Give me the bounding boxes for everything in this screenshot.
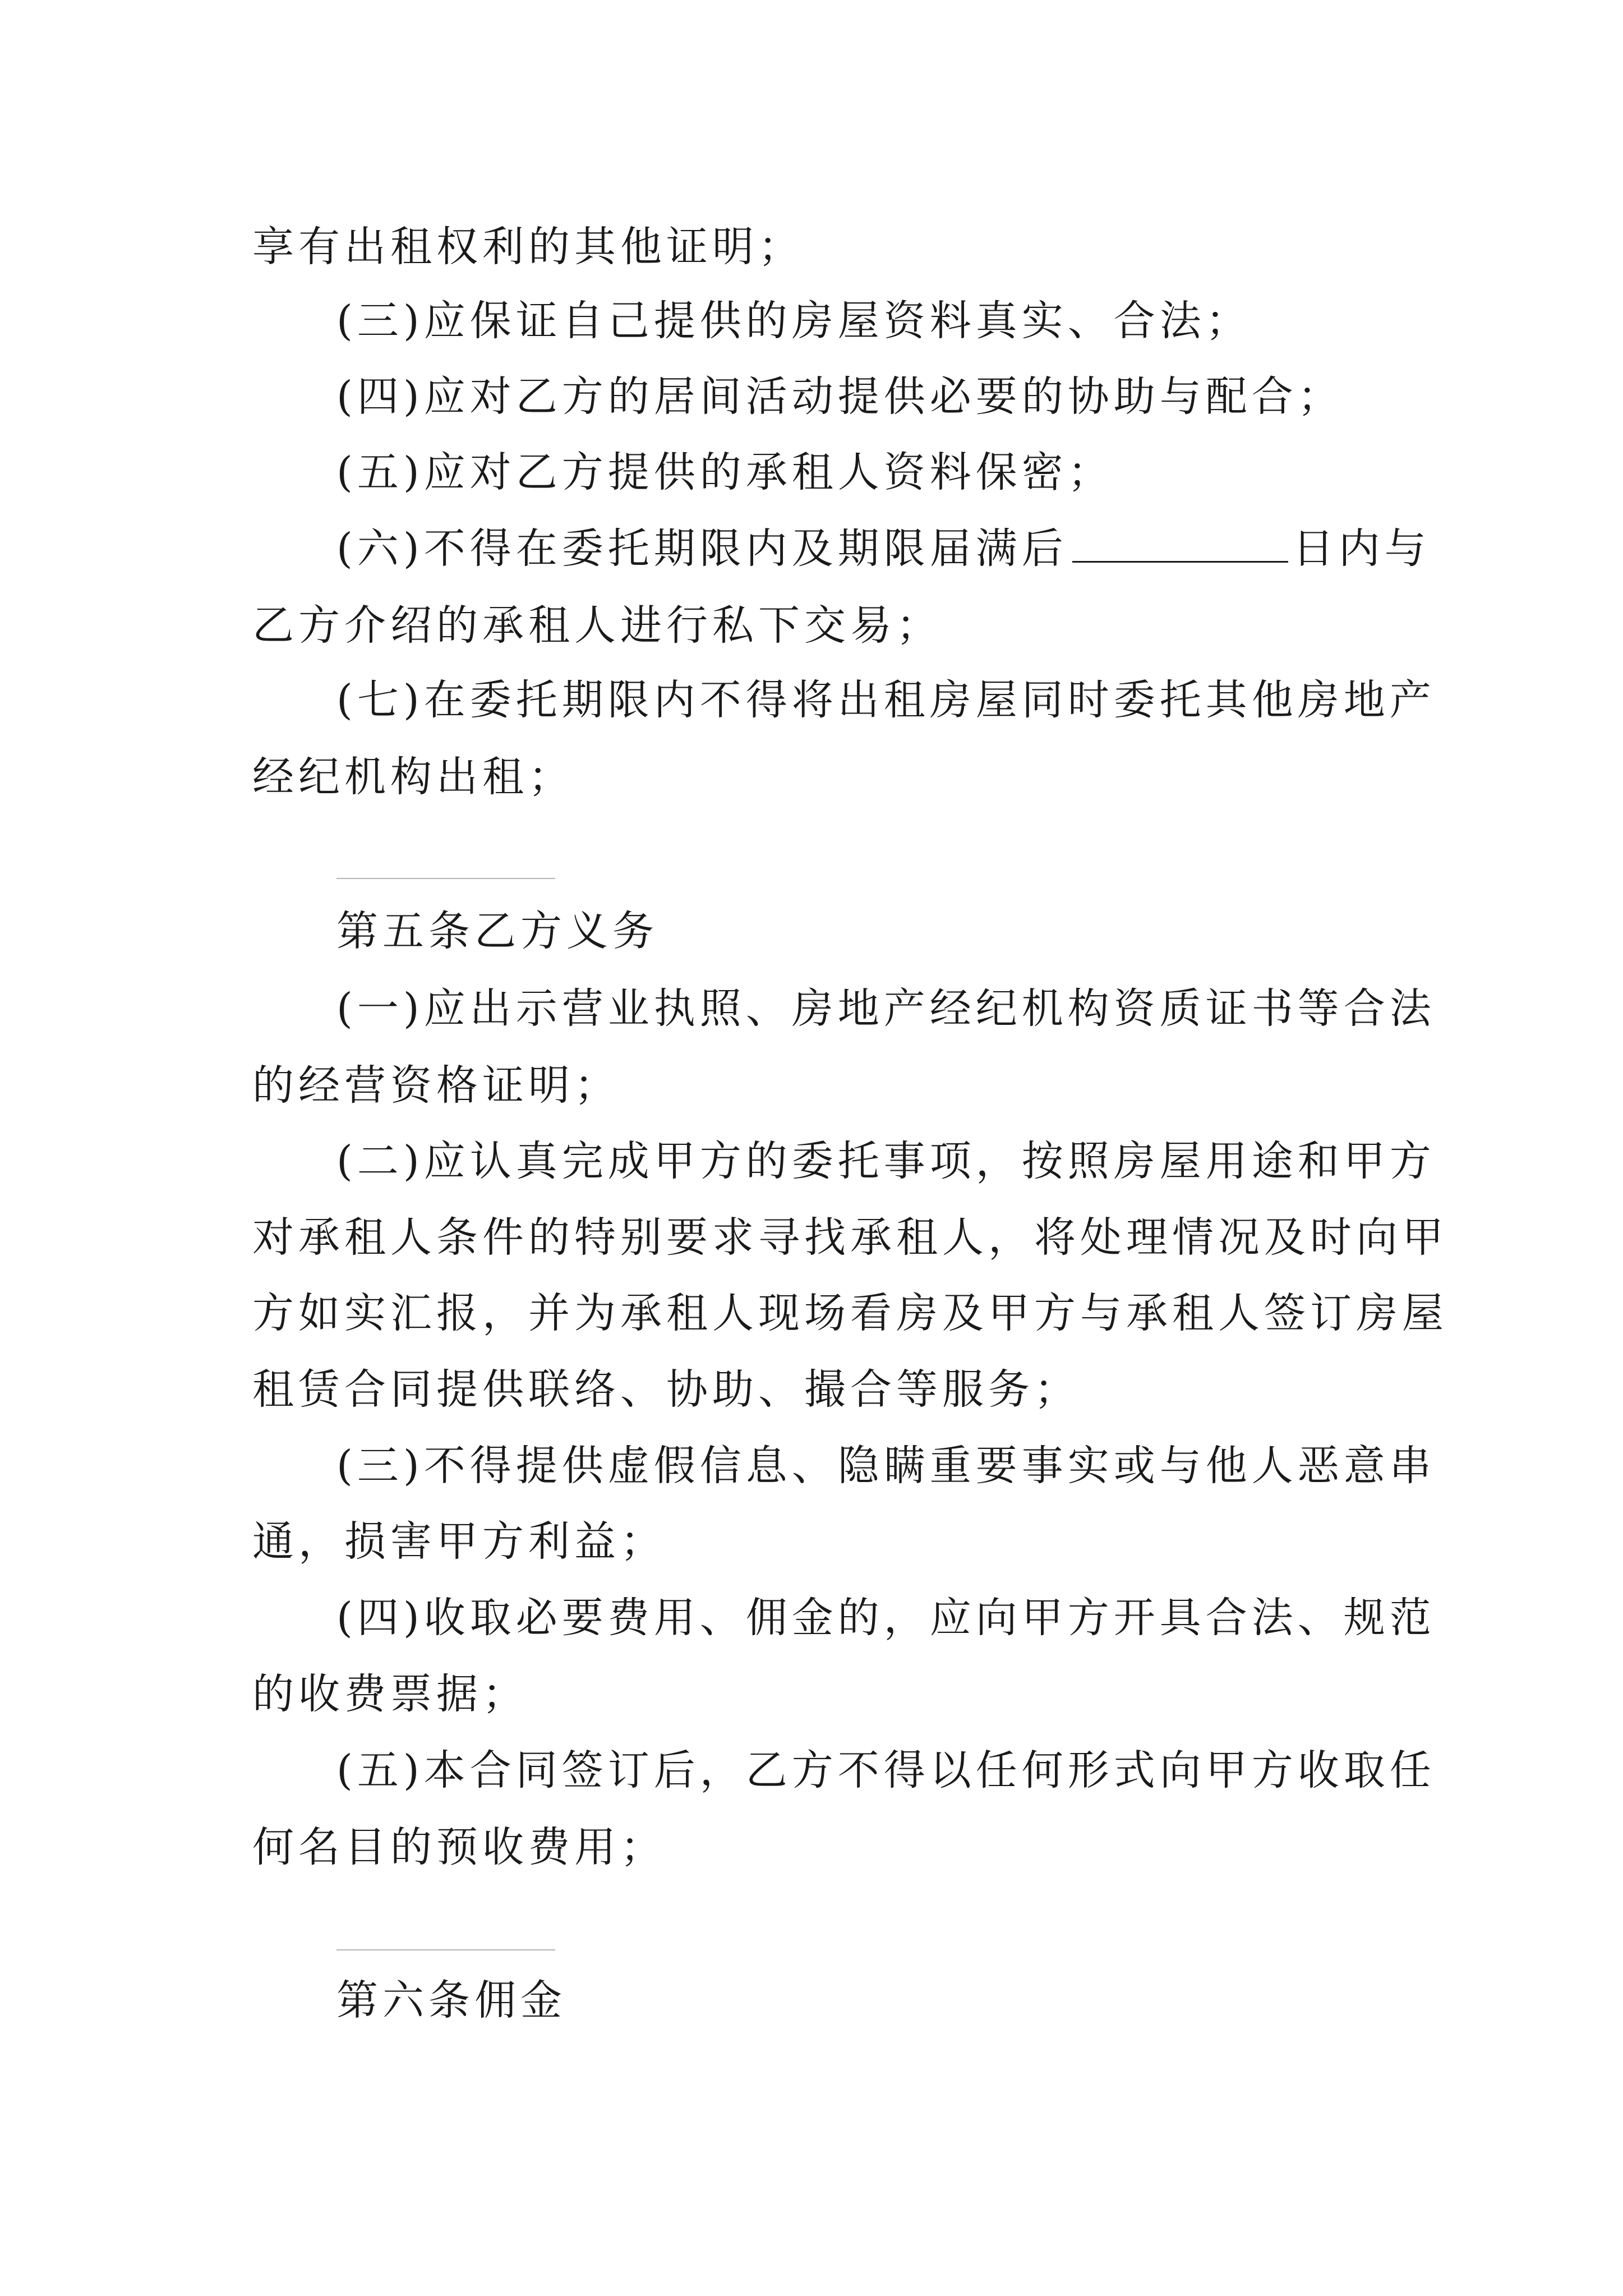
text-line: 的收费票据； <box>252 1670 528 1718</box>
text-line: 的经营资格证明； <box>252 1061 620 1110</box>
section-heading-article-5: 第五条乙方义务 <box>336 907 658 955</box>
list-item-agent-1: (一)应出示营业执照、房地产经纪机构资质证书等合法 <box>336 984 1436 1033</box>
list-item-landlord-3: (三)应保证自己提供的房屋资料真实、合法； <box>336 297 1252 345</box>
text-line: 何名目的预收费用； <box>252 1823 666 1871</box>
text-line: 方如实汇报，并为承租人现场看房及甲方与承租人签订房屋 <box>252 1289 1448 1337</box>
text-line: 对承租人条件的特别要求寻找承租人，将处理情况及时向甲 <box>252 1213 1448 1262</box>
section-heading-article-6: 第六条佣金 <box>336 1976 566 2024</box>
text-fragment: 日内与 <box>1292 524 1431 573</box>
list-item-agent-2: (二)应认真完成甲方的委托事项，按照房屋用途和甲方 <box>336 1137 1436 1185</box>
text-fragment: (六)不得在委托期限内及期限届满后 <box>336 524 1068 573</box>
text-line: 享有出租权利的其他证明； <box>252 223 804 271</box>
list-item-agent-3: (三)不得提供虚假信息、隐瞒重要事实或与他人恶意串 <box>336 1442 1436 1490</box>
list-item-agent-5: (五)本合同签订后，乙方不得以任何形式向甲方收取任 <box>336 1746 1436 1795</box>
list-item-landlord-7: (七)在委托期限内不得将出租房屋同时委托其他房地产 <box>336 676 1436 724</box>
fill-in-blank <box>1072 525 1288 563</box>
list-item-landlord-6 <box>336 521 1431 577</box>
text-line: 乙方介绍的承租人进行私下交易； <box>252 601 942 650</box>
text-line: 通，损害甲方利益； <box>252 1517 666 1566</box>
text-line: 经纪机构出租； <box>252 753 574 801</box>
section-divider <box>336 878 555 879</box>
list-item-landlord-5: (五)应对乙方提供的承租人资料保密； <box>336 448 1114 496</box>
list-item-agent-4: (四)收取必要费用、佣金的，应向甲方开具合法、规范 <box>336 1594 1436 1642</box>
list-item-landlord-4: (四)应对乙方的居间活动提供必要的协助与配合； <box>336 372 1344 421</box>
text-line: 租赁合同提供联络、协助、撮合等服务； <box>252 1365 1080 1414</box>
section-divider <box>336 1949 555 1950</box>
